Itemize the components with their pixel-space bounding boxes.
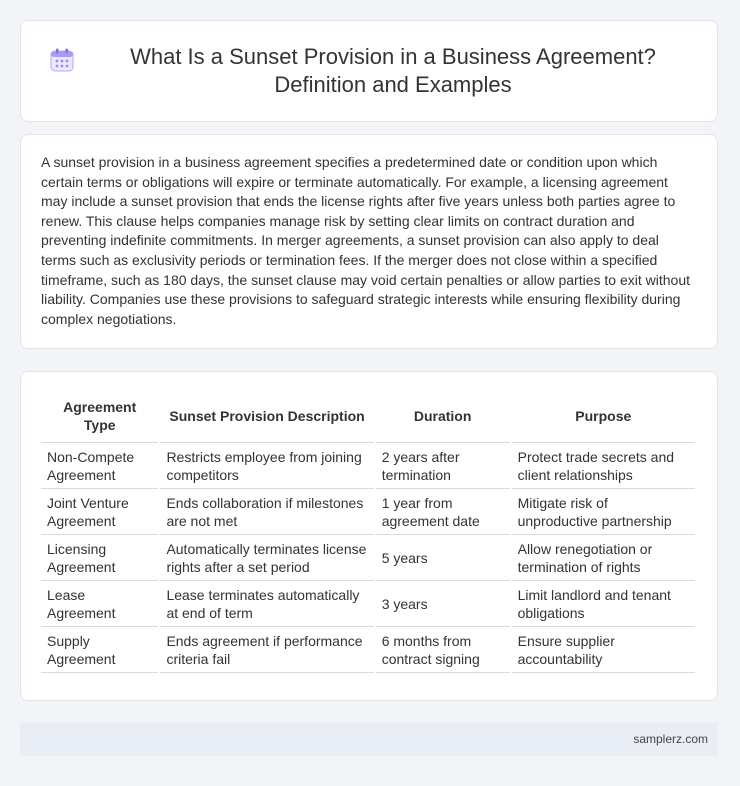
cell-description: Ends collaboration if milestones are not met xyxy=(160,489,373,535)
cell-purpose: Mitigate risk of unproductive partnership xyxy=(512,489,695,535)
cell-agreement-type: Joint Venture Agreement xyxy=(41,489,158,535)
cell-description: Lease terminates automatically at end of term xyxy=(160,581,373,627)
header-purpose: Purpose xyxy=(512,390,695,443)
header-agreement-type: Agreement Type xyxy=(41,390,158,443)
cell-description: Ends agreement if performance criteria fail xyxy=(160,627,373,673)
table-card xyxy=(20,371,718,701)
table-row xyxy=(41,535,695,581)
cell-duration: 1 year from agreement date xyxy=(376,489,510,535)
intro-card xyxy=(20,134,718,349)
cell-purpose: Allow renegotiation or termination of rights xyxy=(512,535,695,581)
footer-site-link[interactable]: samplerz.com xyxy=(633,732,708,746)
cell-duration: 5 years xyxy=(376,535,510,581)
table-row xyxy=(41,489,695,535)
footer-bar xyxy=(20,722,718,756)
calendar-icon xyxy=(49,47,75,73)
table-row xyxy=(41,627,695,673)
cell-purpose: Limit landlord and tenant obligations xyxy=(512,581,695,627)
cell-agreement-type: Lease Agreement xyxy=(41,581,158,627)
cell-agreement-type: Supply Agreement xyxy=(41,627,158,673)
table-row xyxy=(41,443,695,489)
cell-duration: 6 months from contract signing xyxy=(376,627,510,673)
cell-duration: 3 years xyxy=(376,581,510,627)
cell-purpose: Protect trade secrets and client relationships xyxy=(512,443,695,489)
cell-description: Restricts employee from joining competitors xyxy=(160,443,373,489)
cell-description: Automatically terminates license rights after a set period xyxy=(160,535,373,581)
sunset-provision-table xyxy=(39,390,697,673)
header-duration: Duration xyxy=(376,390,510,443)
page-title: What Is a Sunset Provision in a Business Agreement? Definition and Examples xyxy=(130,44,656,97)
table-row xyxy=(41,581,695,627)
title-card xyxy=(20,20,718,122)
header-description: Sunset Provision Description xyxy=(160,390,373,443)
title-row xyxy=(49,43,689,99)
table-header-row xyxy=(41,390,695,443)
cell-agreement-type: Non-Compete Agreement xyxy=(41,443,158,489)
cell-agreement-type: Licensing Agreement xyxy=(41,535,158,581)
cell-duration: 2 years after termination xyxy=(376,443,510,489)
intro-paragraph: A sunset provision in a business agreement specifies a predetermined date or condition upon which certain terms or obligations will expire or terminate automatically. For example, a licensing agreement may include a sunset provision that ends the license rights after five years unless both parties agree to renew. This clause helps companies manage risk by setting clear limits on contract duration and preventing indefinite commitments. In merger agreements, a sunset provision can also apply to deal terms such as exclusivity periods or termination fees. If the merger does not close within a specified timeframe, such as 180 days, the sunset clause may void certain penalties or allow parties to exit without liability. Companies use these provisions to safeguard strategic interests while ensuring flexibility during complex negotiations. xyxy=(41,154,690,327)
cell-purpose: Ensure supplier accountability xyxy=(512,627,695,673)
